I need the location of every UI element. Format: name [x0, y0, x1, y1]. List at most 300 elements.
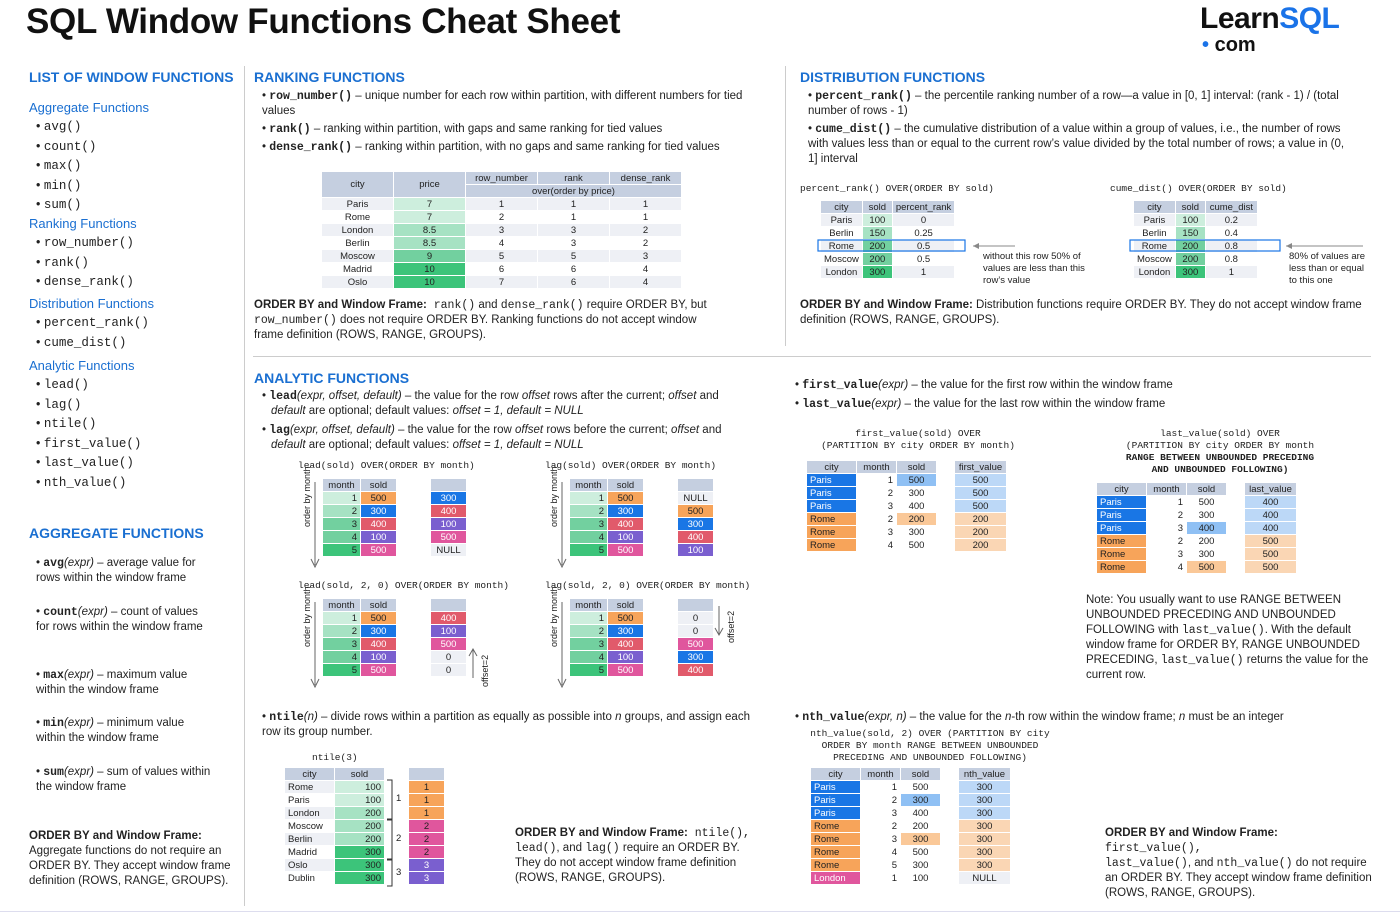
table-cell: 300 — [959, 846, 1011, 859]
table-row — [285, 859, 445, 872]
table-row — [1097, 496, 1297, 509]
table-cell: 500 — [955, 487, 1007, 500]
ranking-desc: – unique number for each row within partition, with different numbers for tied values — [262, 90, 743, 117]
table-cell: 300 — [901, 833, 941, 846]
table-cell: 2 — [323, 625, 361, 638]
table-cell: 2 — [1147, 535, 1187, 548]
last-value-note — [1086, 593, 1372, 683]
ntile-group-number: 1 — [396, 793, 402, 804]
table-cell: 300 — [608, 505, 644, 518]
table-cell: 500 — [897, 474, 937, 487]
fl-note-c1: first_value(), — [1105, 842, 1202, 855]
table-cell: 3 — [1147, 548, 1187, 561]
list-item: • lead() — [36, 375, 141, 395]
first-fn: first_value — [802, 379, 879, 392]
aggregate-note-body: Aggregate functions do not require an ORDER BY. They accept window frame definition (ROWS, RANGE, GROUPS). — [29, 845, 231, 887]
list-item: • min() — [36, 176, 96, 196]
table-cell — [397, 664, 431, 677]
ntile-note-c3: lag() — [585, 842, 620, 855]
table-cell — [937, 513, 955, 526]
lead-desc4: and — [696, 390, 719, 402]
nth-desc: – the value for the — [906, 711, 1005, 723]
table-cell — [397, 638, 431, 651]
lead-defaults: offset = 1, default = NULL — [452, 405, 584, 417]
table-cell: Paris — [807, 487, 857, 500]
table-cell: 300 — [608, 625, 644, 638]
table-header-row — [323, 599, 467, 612]
aggregate-arg: (expr) — [63, 766, 94, 778]
list-item: • ntile() — [36, 414, 141, 434]
ntile-desc2: groups, and assign each row its group number. — [262, 711, 750, 738]
table-cell: row_number — [466, 172, 538, 185]
table-cell: Moscow — [1134, 253, 1176, 266]
table-cell: last_value — [1245, 483, 1297, 496]
logo-sql: SQL — [1279, 2, 1340, 35]
table-cell: sold — [608, 599, 644, 612]
fl-note-c3: nth_value() — [1216, 857, 1293, 870]
table-row — [811, 833, 1011, 846]
table-cell: 500 — [955, 500, 1007, 513]
table-cell: 1 — [1147, 496, 1187, 509]
nth-arg: (expr, n) — [864, 711, 907, 723]
table-row — [807, 513, 1007, 526]
aggregate-note — [29, 829, 234, 889]
table-cell: Madrid — [322, 263, 394, 276]
fl-note-c2: last_value() — [1105, 857, 1188, 870]
table-cell: 2 — [570, 625, 608, 638]
table-cell: sold — [335, 768, 385, 781]
table-header-row — [570, 599, 714, 612]
order-by-month-label: order by month — [302, 586, 312, 647]
list-item: • max() — [36, 156, 96, 176]
table-cell: NULL — [431, 544, 467, 557]
table-cell: 3 — [857, 500, 897, 513]
table-cell — [1227, 548, 1245, 561]
nth-fn: nth_value — [802, 711, 865, 724]
ntile-arg: (n) — [303, 711, 318, 723]
table-cell: 500 — [955, 474, 1007, 487]
ntile-note-c2: lead() — [515, 842, 557, 855]
table-header-row — [285, 768, 445, 781]
lv-note-c1: last_value() — [1181, 624, 1265, 637]
table-cell: Paris — [811, 781, 861, 794]
distribution-note-head: ORDER BY and Window Frame: — [800, 299, 973, 311]
aggregate-title: AGGREGATE FUNCTIONS — [29, 525, 204, 541]
table-cell: 100 — [1175, 214, 1205, 227]
list-item: • first_value() — [36, 434, 141, 454]
ntile-caption: ntile(3) — [312, 752, 358, 763]
table-row — [821, 266, 955, 279]
table-cell: 500 — [431, 638, 467, 651]
last-desc: – the value for the last row within the window frame — [901, 398, 1166, 410]
ranking-note-code2: dense_rank() — [500, 299, 584, 312]
ntile-table — [284, 767, 445, 885]
fl-note-t2: do not require an ORDER BY. They accept window frame definition (ROWS, RANGE, GROUPS). — [1105, 857, 1372, 899]
aggregate-arg: (expr) — [63, 717, 94, 729]
table-cell — [941, 859, 959, 872]
lag-offset: offset — [514, 424, 544, 436]
aggregate-item — [36, 765, 211, 795]
table-cell: 200 — [335, 820, 385, 833]
ranking-note-code1: rank() — [426, 299, 476, 312]
distribution-title: DISTRIBUTION FUNCTIONS — [800, 69, 986, 85]
lv-cap2: (PARTITION BY city ORDER BY month — [1125, 440, 1315, 451]
table-cell: 200 — [862, 240, 892, 253]
table-cell: 2 — [409, 833, 445, 846]
table-row — [811, 807, 1011, 820]
ntile-desc: – divide rows within a partition as equally as possible into — [317, 711, 616, 723]
table-cell: 200 — [1187, 535, 1227, 548]
table-cell: 0 — [678, 612, 714, 625]
aggregate-fn: avg — [43, 557, 64, 570]
aggregate-fn: max — [43, 669, 64, 682]
distribution-highlights — [815, 238, 1375, 254]
table-cell — [937, 461, 955, 474]
table-cell: month — [323, 599, 361, 612]
table-row — [1097, 509, 1297, 522]
table-cell: 400 — [901, 807, 941, 820]
table-cell — [937, 526, 955, 539]
table-cell: dense_rank — [610, 172, 682, 185]
lead-offset: offset — [521, 390, 551, 402]
table-row — [285, 846, 445, 859]
table-cell: nth_value — [959, 768, 1011, 781]
table-row — [1097, 561, 1297, 574]
table-cell: 100 — [361, 651, 397, 664]
table-cell: 0.4 — [1205, 227, 1257, 240]
table-cell — [397, 531, 431, 544]
table-cell: 5 — [538, 250, 610, 263]
nth-cap1: nth_value(sold, 2) OVER (PARTITION BY city — [810, 728, 1050, 739]
table-cell: London — [285, 807, 335, 820]
fv-cap1: first_value(sold) OVER — [855, 428, 981, 439]
table-cell: city — [821, 201, 863, 214]
table-cell: 8.5 — [394, 237, 466, 250]
table-cell: 1 — [409, 807, 445, 820]
table-cell — [941, 833, 959, 846]
table-cell: month — [570, 479, 608, 492]
table-cell: 3 — [409, 859, 445, 872]
table-cell: city — [1097, 483, 1147, 496]
table-cell: Rome — [807, 526, 857, 539]
aggregate-desc: – average value for rows within the window frame — [36, 557, 196, 584]
table-cell: 300 — [1175, 266, 1205, 279]
table-row — [811, 820, 1011, 833]
table-cell: 200 — [335, 833, 385, 846]
table-cell: Paris — [1134, 214, 1176, 227]
nth-desc2: -th row within the window frame; — [1011, 711, 1179, 723]
table-cell: percent_rank — [892, 201, 954, 214]
ranking-desc: – ranking within partition, with gaps and same ranking for tied values — [310, 123, 663, 135]
table-cell: sold — [1175, 201, 1205, 214]
table-cell: 300 — [335, 859, 385, 872]
table-cell: sold — [862, 201, 892, 214]
table-cell: 1 — [610, 198, 682, 211]
table-cell: 300 — [431, 492, 467, 505]
table-cell: 2 — [857, 513, 897, 526]
learnsql-logo — [1200, 2, 1375, 62]
table-cell — [644, 544, 678, 557]
ranking-note — [254, 298, 729, 343]
offset-arrow — [468, 648, 478, 680]
order-by-month-label: order by month — [302, 466, 312, 527]
distribution-fn: percent_rank() — [815, 90, 912, 103]
divider-left — [244, 66, 245, 906]
table-row — [807, 526, 1007, 539]
table-cell: 1 — [570, 492, 608, 505]
table-cell: 300 — [897, 487, 937, 500]
table-cell — [644, 651, 678, 664]
table-row — [570, 544, 714, 557]
table-cell: 4 — [610, 276, 682, 289]
table-row — [322, 211, 682, 224]
offset-label: offset=2 — [480, 654, 490, 687]
table-cell: 200 — [897, 513, 937, 526]
table-cell — [397, 651, 431, 664]
table-cell: 300 — [1187, 548, 1227, 561]
table-cell: 1 — [861, 872, 901, 885]
table-cell — [644, 638, 678, 651]
table-cell: sold — [897, 461, 937, 474]
last-value-desc — [795, 395, 1365, 414]
table-cell: 6 — [466, 263, 538, 276]
table-cell — [678, 599, 714, 612]
table-cell: 500 — [608, 492, 644, 505]
ranking-desc: – ranking within partition, with no gaps and same ranking for tied values — [352, 141, 720, 153]
table-cell — [397, 518, 431, 531]
table-cell — [397, 612, 431, 625]
ranking-note-t1: and — [475, 299, 501, 311]
table-cell: Rome — [285, 781, 335, 794]
table-cell — [644, 531, 678, 544]
pr-highlight-box — [818, 240, 965, 251]
lag-args: (expr, offset, default) — [289, 424, 395, 436]
table-row — [811, 846, 1011, 859]
table-cell: 10 — [394, 263, 466, 276]
table-cell: 100 — [335, 781, 385, 794]
table-cell — [1227, 522, 1245, 535]
table-cell: 500 — [431, 531, 467, 544]
table-cell: Rome — [811, 859, 861, 872]
table-row — [811, 781, 1011, 794]
aggregate-desc: – sum of values within the window frame — [36, 766, 211, 793]
table-cell: sold — [361, 479, 397, 492]
order-arrow — [557, 482, 567, 572]
ntile-note-t1: , and — [556, 842, 586, 854]
table-row — [285, 794, 445, 807]
table-cell: 400 — [678, 664, 714, 677]
lead-fn: lead — [269, 390, 297, 403]
table-header-row — [821, 201, 955, 214]
table-row — [323, 531, 467, 544]
list-group-items — [36, 117, 96, 215]
table-cell: 3 — [323, 518, 361, 531]
table-row — [811, 872, 1011, 885]
order-by-month-label: order by month — [549, 466, 559, 527]
divider-mid-top — [785, 66, 786, 346]
ranking-item — [262, 89, 752, 119]
table-cell: 400 — [431, 505, 467, 518]
ranking-title: RANKING FUNCTIONS — [254, 69, 405, 85]
table-cell: 3 — [409, 872, 445, 885]
table-cell: sold — [1187, 483, 1227, 496]
nth-value-caption — [800, 728, 1060, 764]
table-cell: 7 — [394, 211, 466, 224]
table-cell: 3 — [538, 237, 610, 250]
table-cell: sold — [361, 599, 397, 612]
list-item: • avg() — [36, 117, 96, 137]
list-item: • last_value() — [36, 453, 141, 473]
offset-label: offset=2 — [726, 610, 736, 643]
table-cell: month — [323, 479, 361, 492]
order-arrow — [557, 602, 567, 692]
lead-desc5: are optional; default values: — [305, 405, 453, 417]
table-cell: 2 — [409, 820, 445, 833]
table-cell — [644, 492, 678, 505]
lead-desc2: rows after the current; — [550, 390, 669, 402]
table-row — [323, 612, 467, 625]
table-header-row — [811, 768, 1011, 781]
nth-desc3: must be an integer — [1185, 711, 1284, 723]
table-row — [570, 505, 714, 518]
table-cell: 5 — [466, 250, 538, 263]
table-cell: 5 — [861, 859, 901, 872]
table-row — [323, 492, 467, 505]
table-cell — [941, 846, 959, 859]
table-cell: 1 — [538, 198, 610, 211]
order-arrow — [310, 482, 320, 572]
table-cell: London — [821, 266, 863, 279]
table-cell: Rome — [322, 211, 394, 224]
table-cell: 1 — [1205, 266, 1257, 279]
cd-highlight-box — [1130, 240, 1280, 251]
lead-description — [262, 389, 752, 419]
distribution-fn: cume_dist() — [815, 123, 892, 136]
table-cell: 300 — [678, 651, 714, 664]
distribution-note-body: Distribution functions require ORDER BY. They do not accept window frame definition (ROWS, RANGE, GROUPS). — [800, 299, 1362, 326]
table-cell: 100 — [678, 544, 714, 557]
table-cell: Rome — [811, 833, 861, 846]
list-group-title: Analytic Functions — [29, 358, 135, 373]
table-row — [807, 500, 1007, 513]
aggregate-desc: – maximum value within the window frame — [36, 669, 188, 696]
table-header-row — [323, 479, 467, 492]
table-cell: Rome — [1097, 535, 1147, 548]
table-cell: 200 — [901, 820, 941, 833]
table-cell: city — [285, 768, 335, 781]
table-cell: 100 — [335, 794, 385, 807]
percent-rank-caption: percent_rank() OVER(ORDER BY sold) — [800, 183, 994, 194]
lead-desc: – the value for the row — [401, 390, 522, 402]
table-cell: 1 — [466, 198, 538, 211]
table-cell: 100 — [901, 872, 941, 885]
lead-default: default — [271, 405, 306, 417]
ranking-note-code3: row_number() — [254, 314, 337, 327]
table-cell: 300 — [361, 625, 397, 638]
table-cell: 3 — [1147, 522, 1187, 535]
lag-fn: lag — [269, 424, 290, 437]
distribution-desc: – the cumulative distribution of a value within a group of values, i.e., the number of rows with values less than or equal to the current row’s value divided by the total number of rows; a value in (0, 1] interval — [808, 123, 1345, 165]
ntile-fn: ntile — [269, 711, 304, 724]
table-row — [570, 664, 714, 677]
table-cell — [1227, 561, 1245, 574]
table-cell: month — [1147, 483, 1187, 496]
table-cell: 2 — [1147, 509, 1187, 522]
table-cell: Paris — [285, 794, 335, 807]
table-cell — [644, 612, 678, 625]
table-cell: 300 — [897, 526, 937, 539]
table-cell: sold — [901, 768, 941, 781]
lv-cap1: last_value(sold) OVER — [1160, 428, 1280, 439]
table-cell: Berlin — [285, 833, 335, 846]
table-header-row — [570, 479, 714, 492]
table-cell: 500 — [678, 505, 714, 518]
table-cell: Dublin — [285, 872, 335, 885]
table-row — [570, 625, 714, 638]
table-cell: 3 — [538, 224, 610, 237]
table-cell — [1227, 496, 1245, 509]
table-cell: 0.8 — [1205, 253, 1257, 266]
table-cell: Rome — [1097, 561, 1147, 574]
table-cell — [937, 474, 955, 487]
table-row — [570, 492, 714, 505]
table-cell: Rome — [1134, 240, 1176, 253]
table-cell — [397, 544, 431, 557]
table-row — [807, 539, 1007, 552]
diagram-caption: lag(sold, 2, 0) OVER(ORDER BY month) — [545, 580, 751, 591]
table-cell: Paris — [1097, 509, 1147, 522]
table-cell: Rome — [807, 513, 857, 526]
list-item: • percent_rank() — [36, 313, 149, 333]
first-value-caption — [808, 428, 1028, 452]
table-cell: 300 — [678, 518, 714, 531]
table-cell: 3 — [610, 250, 682, 263]
table-row — [322, 237, 682, 250]
table-cell: 1 — [409, 794, 445, 807]
table-cell: first_value — [955, 461, 1007, 474]
lead-args: (expr, offset, default) — [296, 390, 402, 402]
table-cell: 500 — [361, 492, 397, 505]
table-row — [285, 781, 445, 794]
table-cell: 500 — [361, 544, 397, 557]
table-cell: 400 — [1245, 509, 1297, 522]
table-cell: 3 — [570, 638, 608, 651]
table-cell: Rome — [821, 240, 863, 253]
lead-lag-table — [569, 478, 714, 557]
list-group-title: Ranking Functions — [29, 216, 137, 231]
table-cell: month — [857, 461, 897, 474]
table-cell: 2 — [323, 505, 361, 518]
table-cell: 400 — [608, 638, 644, 651]
table-row — [570, 612, 714, 625]
table-cell: 2 — [409, 846, 445, 859]
table-cell: 1 — [570, 612, 608, 625]
table-cell: 100 — [862, 214, 892, 227]
table-cell: 200 — [955, 539, 1007, 552]
nth-n2: n — [1178, 711, 1186, 723]
lead-desc3: offset — [668, 390, 697, 402]
first-arg: (expr) — [878, 379, 909, 391]
ranking-fn: dense_rank() — [269, 141, 353, 154]
list-item: • cume_dist() — [36, 333, 149, 353]
lag-desc4: and — [699, 424, 722, 436]
table-row — [1134, 266, 1258, 279]
table-cell — [1227, 483, 1245, 496]
divider-horizontal — [253, 356, 1371, 357]
table-cell: 500 — [678, 638, 714, 651]
table-cell: 1 — [892, 266, 954, 279]
table-cell: 4 — [570, 531, 608, 544]
